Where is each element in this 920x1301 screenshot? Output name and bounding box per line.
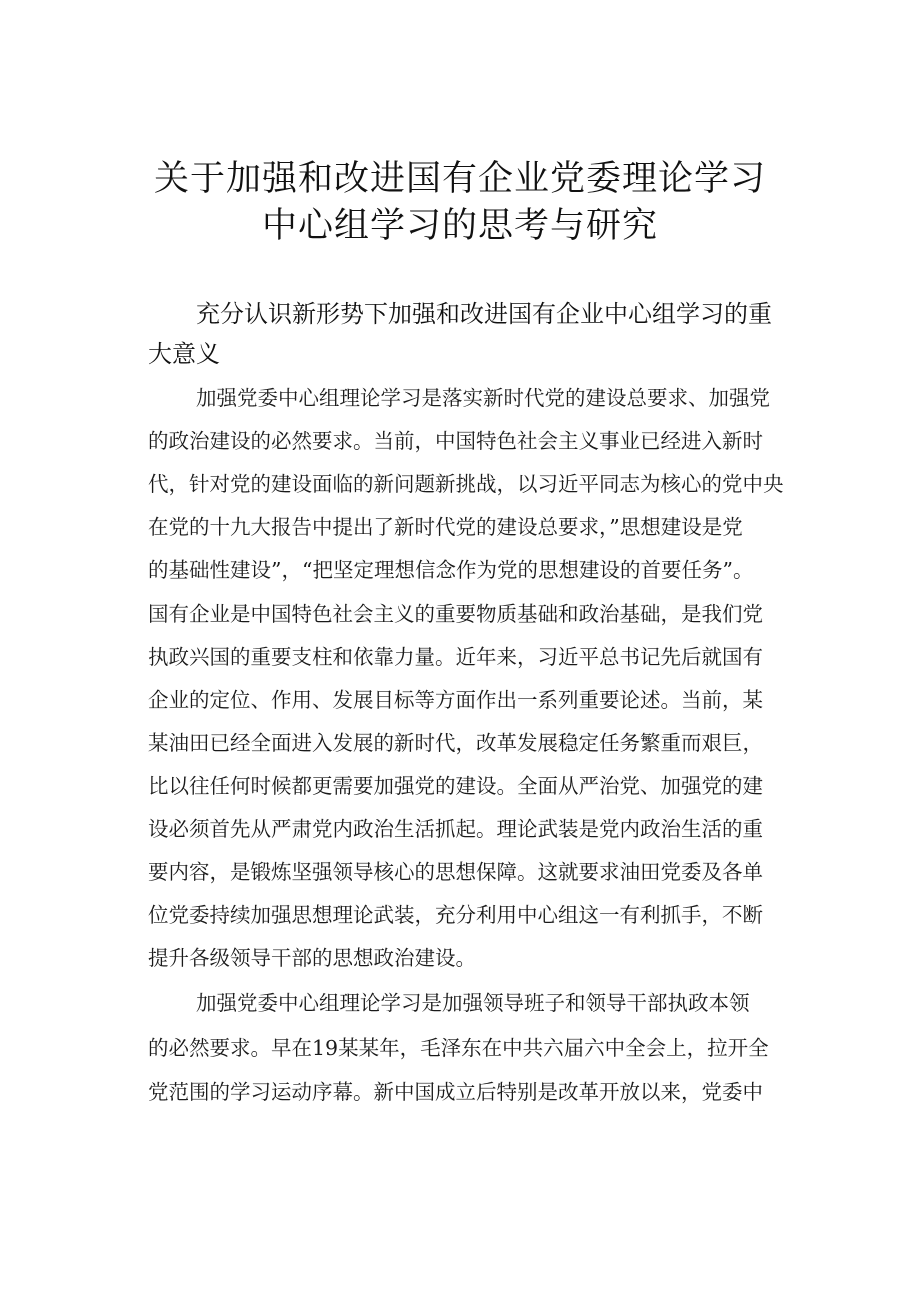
section-heading-line-2: 大意义 xyxy=(148,340,220,368)
paragraph-1-line: 提升各级领导干部的思想政治建设。 xyxy=(148,946,476,970)
document-title-line-2: 中心组学习的思考与研究 xyxy=(261,206,658,246)
paragraph-1-line: 代，针对党的建设面临的新问题新挑战，以习近平同志为核心的党中央 xyxy=(148,472,784,496)
section-heading-line-1: 充分认识新形势下加强和改进国有企业中心组学习的重 xyxy=(196,300,772,328)
paragraph-1-line: 的基础性建设”，“把坚定理想信念作为党的思想建设的首要任务”。 xyxy=(148,558,754,582)
paragraph-1-line: 加强党委中心组理论学习是落实新时代党的建设总要求、加强党 xyxy=(196,386,770,410)
paragraph-2-line: 党范围的学习运动序幕。新中国成立后特别是改革开放以来，党委中 xyxy=(148,1080,763,1104)
paragraph-1-line: 设必须首先从严肃党内政治生活抓起。理论武装是党内政治生活的重 xyxy=(148,817,763,841)
paragraph-1-line: 在党的十九大报告中提出了新时代党的建设总要求，”思想建设是党 xyxy=(148,515,743,539)
paragraph-2-line: 加强党委中心组理论学习是加强领导班子和领导干部执政本领 xyxy=(196,991,750,1015)
paragraph-2-line: 的必然要求。早在19某某年，毛泽东在中共六届六中全会上，拉开全 xyxy=(148,1036,769,1060)
paragraph-1-line: 要内容，是锻炼坚强领导核心的思想保障。这就要求油田党委及各单 xyxy=(148,860,763,884)
paragraph-1-line: 执政兴国的重要支柱和依靠力量。近年来，习近平总书记先后就国有 xyxy=(148,645,763,669)
document-title-line-1: 关于加强和改进国有企业党委理论学习 xyxy=(153,159,766,199)
paragraph-1-line: 比以往任何时候都更需要加强党的建设。全面从严治党、加强党的建 xyxy=(148,774,763,798)
paragraph-1-line: 位党委持续加强思想理论武装，充分利用中心组这一有利抓手，不断 xyxy=(148,903,763,927)
paragraph-1-line: 的政治建设的必然要求。当前，中国特色社会主义事业已经进入新时 xyxy=(148,429,763,453)
paragraph-1-line: 国有企业是中国特色社会主义的重要物质基础和政治基础，是我们党 xyxy=(148,602,763,626)
paragraph-1-line: 某油田已经全面进入发展的新时代，改革发展稳定任务繁重而艰巨， xyxy=(148,731,763,755)
paragraph-1-line: 企业的定位、作用、发展目标等方面作出一系列重要论述。当前，某 xyxy=(148,688,763,712)
